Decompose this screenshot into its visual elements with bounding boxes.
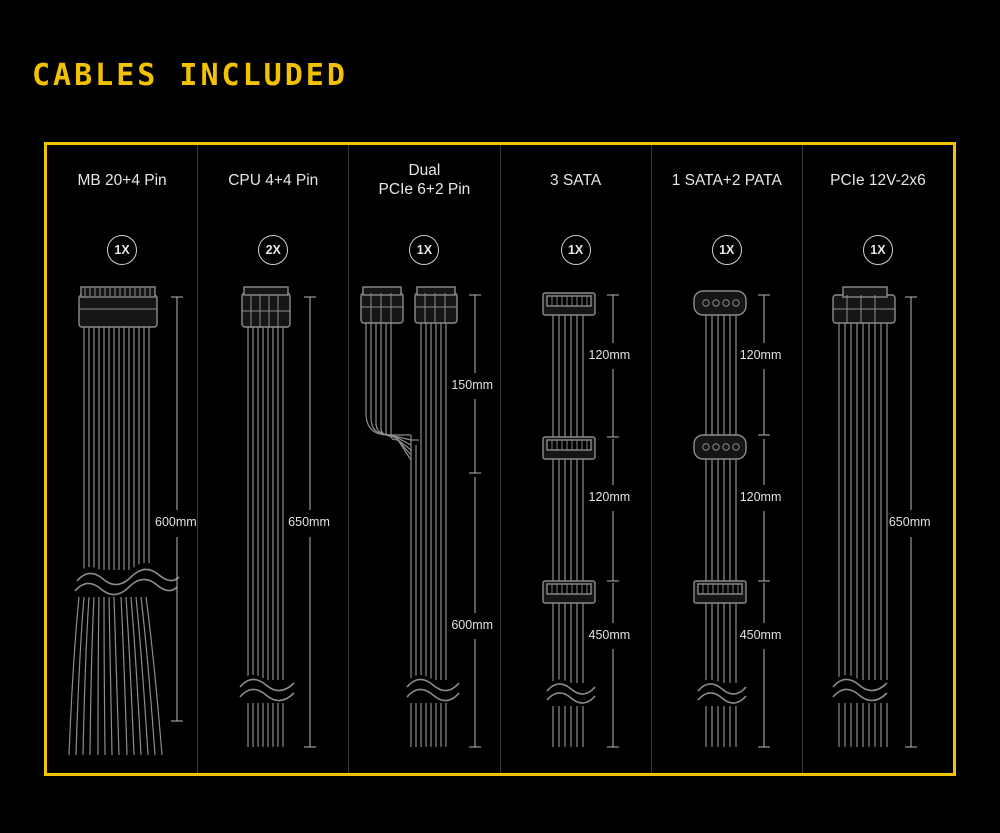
dimension-label: 120mm <box>739 348 782 362</box>
cable-illustration <box>652 285 802 773</box>
cable-title: MB 20+4 Pin <box>77 172 167 189</box>
cable-title: 1 SATA+2 PATA <box>671 172 782 189</box>
cable-illustration <box>803 285 953 773</box>
quantity-badge: 2X <box>258 235 288 265</box>
cable-title: CPU 4+4 Pin <box>228 172 319 189</box>
quantity-badge: 1X <box>561 235 591 265</box>
cable-title: 3 SATA <box>550 172 602 189</box>
cable-title: PCIe 12V-2x6 <box>830 172 926 189</box>
cable-card-dual-pcie-6-2-pin <box>349 145 500 773</box>
cable-title-line2: PCIe 6+2 Pin <box>378 181 471 198</box>
cable-card-pcie-12v-2x6 <box>803 145 953 773</box>
dimension-label: 650mm <box>288 515 330 529</box>
cables-panel <box>44 142 956 776</box>
cable-illustration <box>198 285 348 773</box>
cable-card-cpu-4-4-pin <box>198 145 349 773</box>
quantity-badge: 1X <box>863 235 893 265</box>
dimension-label: 150mm <box>451 378 494 392</box>
quantity-badge: 1X <box>107 235 137 265</box>
cable-illustration <box>501 285 651 773</box>
dimension-label: 120mm <box>739 490 782 504</box>
quantity-badge: 1X <box>712 235 742 265</box>
cable-illustration <box>349 285 499 773</box>
cable-title-line1: Dual <box>408 162 441 179</box>
cable-title <box>349 161 499 199</box>
quantity-badge: 1X <box>409 235 439 265</box>
cable-illustration <box>47 285 197 773</box>
dimension-label: 120mm <box>588 490 631 504</box>
dimension-label: 600mm <box>451 618 494 632</box>
dimension-label: 650mm <box>888 515 931 529</box>
dimension-label: 120mm <box>588 348 631 362</box>
cable-card-3-sata <box>501 145 652 773</box>
dimension-label: 600mm <box>155 515 197 529</box>
dimension-label: 450mm <box>588 628 631 642</box>
cable-card-mb-20-4-pin <box>47 145 198 773</box>
cable-card-1-sata-2-pata <box>652 145 803 773</box>
dimension-label: 450mm <box>739 628 782 642</box>
page-title: CABLES INCLUDED <box>32 58 348 93</box>
